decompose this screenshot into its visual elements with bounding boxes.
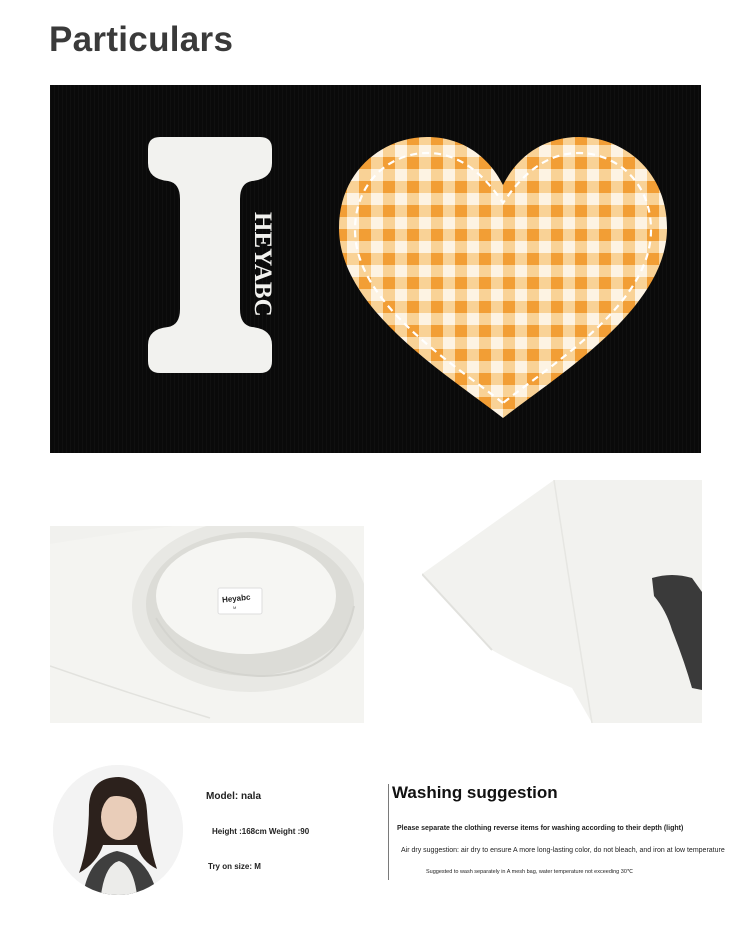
sleeve-detail-image <box>422 480 702 723</box>
brand-vertical-text <box>247 210 287 340</box>
washing-line-1: Please separate the clothing reverse items for washing according to their depth (light) <box>397 825 684 832</box>
model-name: Model: nala <box>206 791 262 802</box>
collar-detail-image <box>50 526 364 723</box>
washing-title: Washing suggestion <box>392 783 558 802</box>
collar-label-brand: Heyabc <box>221 592 251 605</box>
model-try-on-size: Try on size: M <box>208 862 261 871</box>
svg-text:HEYABC: HEYABC <box>249 212 276 317</box>
page-title: Particulars <box>49 20 234 59</box>
section-divider <box>388 784 389 880</box>
washing-line-3: Suggested to wash separately in A mesh bag, water temperature not exceeding 30℃ <box>426 869 634 875</box>
collar-label-size: M <box>233 605 237 610</box>
print-closeup-image <box>50 85 701 453</box>
gingham-heart-graphic <box>335 133 671 423</box>
model-avatar <box>53 765 183 895</box>
washing-line-2: Air dry suggestion: air dry to ensure A more long-lasting color, do not bleach, and iron at low temperature <box>401 847 725 854</box>
model-height-weight: Height :168cm Weight :90 <box>212 827 310 836</box>
